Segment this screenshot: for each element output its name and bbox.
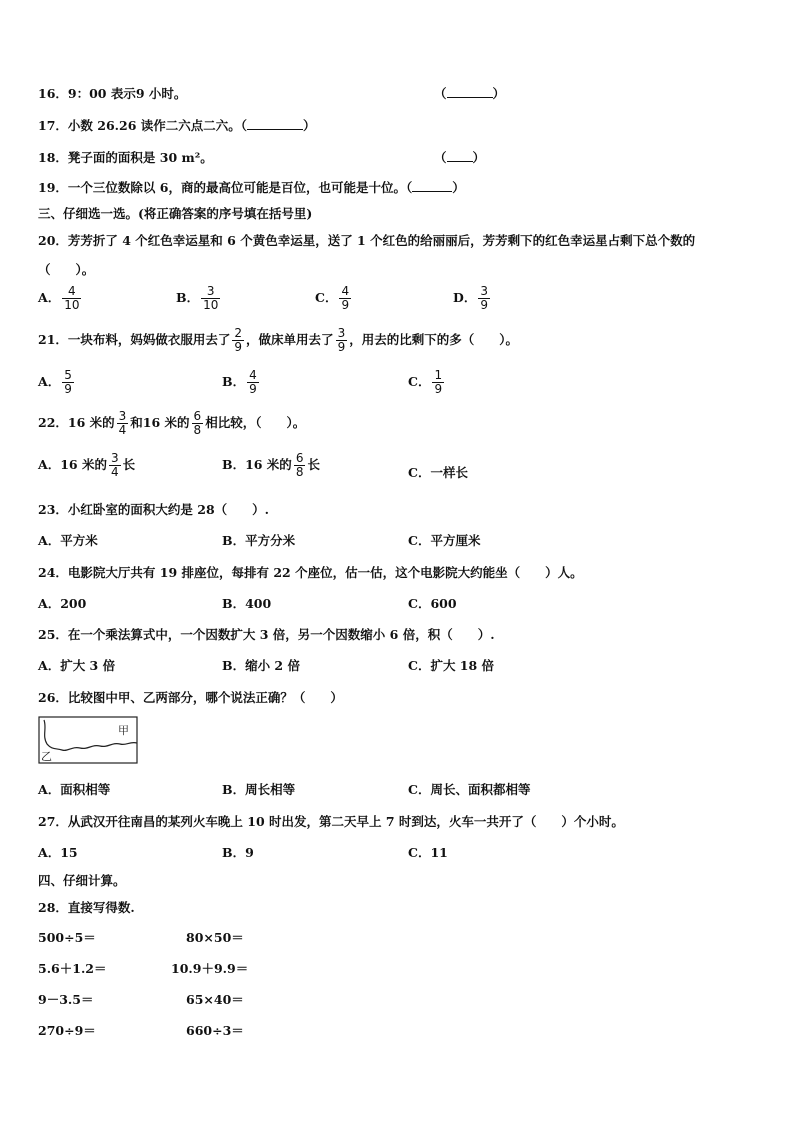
fraction: $\frac{3}{4}$ bbox=[110, 451, 119, 479]
question-26-option-a[interactable]: A．面积相等 bbox=[38, 782, 111, 797]
question-18 bbox=[38, 148, 213, 166]
calc-item[interactable]: 10.9＋9.9＝ bbox=[171, 961, 249, 976]
fraction: $\frac{4}{10}$ bbox=[64, 284, 80, 312]
question-25-option-a[interactable]: A．扩大 3 倍 bbox=[38, 658, 116, 673]
question-23: 23．小红卧室的面积大约是 28（ ）. bbox=[38, 502, 269, 517]
fraction: $\frac{3}{10}$ bbox=[203, 284, 219, 312]
question-27: 27．从武汉开往南昌的某列火车晚上 10 时出发，第二天早上 7 时到达，火车一共开了（ ）个小时。 bbox=[38, 814, 624, 829]
calc-item[interactable]: 65×40＝ bbox=[186, 992, 244, 1007]
fraction: $\frac{4}{9}$ bbox=[249, 368, 257, 396]
question-21-option-a[interactable]: A． $\frac{5}{9}$ bbox=[38, 368, 72, 396]
label-yi: 乙 bbox=[41, 750, 52, 763]
question-17-text: 17．小数 26.26 读作二六点二六。（ bbox=[38, 118, 247, 133]
calc-item[interactable]: 500÷5＝ bbox=[38, 930, 96, 945]
question-22-option-a[interactable]: A．16 米的 $\frac{3}{4}$ 长 bbox=[38, 451, 136, 479]
answer-blank[interactable] bbox=[447, 149, 473, 162]
answer-blank[interactable] bbox=[447, 85, 493, 98]
calc-item[interactable]: 270÷9＝ bbox=[38, 1023, 96, 1038]
fraction: $\frac{3}{9}$ bbox=[480, 284, 488, 312]
question-24-option-a[interactable]: A．200 bbox=[38, 596, 87, 611]
question-22-option-c[interactable]: C．一样长 bbox=[408, 465, 468, 480]
question-22: 22．16 米的 $\frac{3}{4}$ 和16 米的 $\frac{6}{8}$ 相比较，（ ）。 bbox=[38, 409, 306, 437]
label-jia: 甲 bbox=[118, 724, 129, 737]
fraction: $\frac{4}{9}$ bbox=[341, 284, 350, 312]
calc-item[interactable]: 5.6＋1.2＝ bbox=[38, 961, 107, 976]
question-26: 26．比较图中甲、乙两部分，哪个说法正确？（ ） bbox=[38, 690, 343, 705]
calc-item[interactable]: 80×50＝ bbox=[186, 930, 244, 945]
fraction: $\frac{2}{9}$ bbox=[234, 326, 243, 354]
question-20-option-a[interactable]: A． $\frac{4}{10}$ bbox=[38, 284, 80, 312]
section-4-heading: 四、仔细计算。 bbox=[38, 873, 126, 888]
question-16 bbox=[38, 84, 186, 102]
question-26-option-b[interactable]: B．周长相等 bbox=[222, 782, 296, 797]
fraction: $\frac{3}{4}$ bbox=[118, 409, 127, 437]
question-16-text: 16．9：00 表示9 小时。 bbox=[38, 86, 187, 101]
question-20-option-d[interactable]: D． $\frac{3}{9}$ bbox=[453, 284, 488, 312]
question-23-option-a[interactable]: A．平方米 bbox=[38, 533, 98, 548]
fraction: $\frac{3}{9}$ bbox=[337, 326, 346, 354]
question-17: 17．小数 26.26 读作二六点二六。（ ） bbox=[38, 118, 316, 133]
question-24-option-c[interactable]: C．600 bbox=[408, 596, 457, 611]
question-18-text: 18．凳子面的面积是 30 m²。 bbox=[38, 150, 213, 165]
question-27-option-a[interactable]: A．15 bbox=[38, 845, 78, 860]
section-3-heading: 三、仔细选一选。(将正确答案的序号填在括号里) bbox=[38, 206, 313, 221]
calc-item[interactable]: 660÷3＝ bbox=[186, 1023, 244, 1038]
question-21-option-b[interactable]: B． $\frac{4}{9}$ bbox=[222, 368, 257, 396]
fraction: $\frac{1}{9}$ bbox=[434, 368, 443, 396]
fraction: $\frac{5}{9}$ bbox=[64, 368, 72, 396]
question-22-option-b[interactable]: B．16 米的 $\frac{6}{8}$ 长 bbox=[222, 451, 320, 479]
region-comparison-figure bbox=[38, 716, 138, 764]
question-20-option-c[interactable]: C． $\frac{4}{9}$ bbox=[315, 284, 350, 312]
question-19-text: 19．一个三位数除以 6，商的最高位可能是百位，也可能是十位。（ bbox=[38, 180, 413, 195]
question-20-paren[interactable]: （ ）。 bbox=[38, 262, 95, 277]
question-23-option-c[interactable]: C．平方厘米 bbox=[408, 533, 481, 548]
question-25: 25．在一个乘法算式中，一个因数扩大 3 倍，另一个因数缩小 6 倍，积（ ）. bbox=[38, 627, 495, 642]
question-19: 19．一个三位数除以 6，商的最高位可能是百位，也可能是十位。（ ） bbox=[38, 180, 465, 195]
question-27-option-c[interactable]: C．11 bbox=[408, 845, 448, 860]
question-26-option-c[interactable]: C．周长、面积都相等 bbox=[408, 782, 531, 797]
question-28: 28．直接写得数. bbox=[38, 900, 135, 915]
answer-blank[interactable] bbox=[247, 117, 303, 130]
fraction: $\frac{6}{8}$ bbox=[295, 451, 304, 479]
question-16-answer-paren[interactable]: （ ） bbox=[434, 86, 506, 101]
question-20: 20．芳芳折了 4 个红色幸运星和 6 个黄色幸运星，送了 1 个红色的给丽丽后，芳芳剩下的红色幸运星占剩下总个数的 bbox=[38, 233, 696, 248]
question-20-option-b[interactable]: B． $\frac{3}{10}$ bbox=[176, 284, 219, 312]
question-21-option-c[interactable]: C． $\frac{1}{9}$ bbox=[408, 368, 443, 396]
question-18-answer-paren[interactable]: （ ） bbox=[434, 150, 486, 165]
answer-blank[interactable] bbox=[412, 179, 452, 192]
fraction: $\frac{6}{8}$ bbox=[193, 409, 202, 437]
calc-item[interactable]: 9－3.5＝ bbox=[38, 992, 94, 1007]
question-23-option-b[interactable]: B．平方分米 bbox=[222, 533, 296, 548]
question-24-option-b[interactable]: B．400 bbox=[222, 596, 272, 611]
question-25-option-c[interactable]: C．扩大 18 倍 bbox=[408, 658, 495, 673]
question-25-option-b[interactable]: B．缩小 2 倍 bbox=[222, 658, 300, 673]
question-24: 24．电影院大厅共有 19 排座位，每排有 22 个座位，估一估，这个电影院大约能坐（ ）人。 bbox=[38, 565, 583, 580]
question-27-option-b[interactable]: B．9 bbox=[222, 845, 254, 860]
question-21: 21．一块布料，妈妈做衣服用去了 $\frac{2}{9}$ ，做床单用去了 $\frac{3}{9}$ ，用去的比剩下的多（ ）。 bbox=[38, 326, 518, 354]
